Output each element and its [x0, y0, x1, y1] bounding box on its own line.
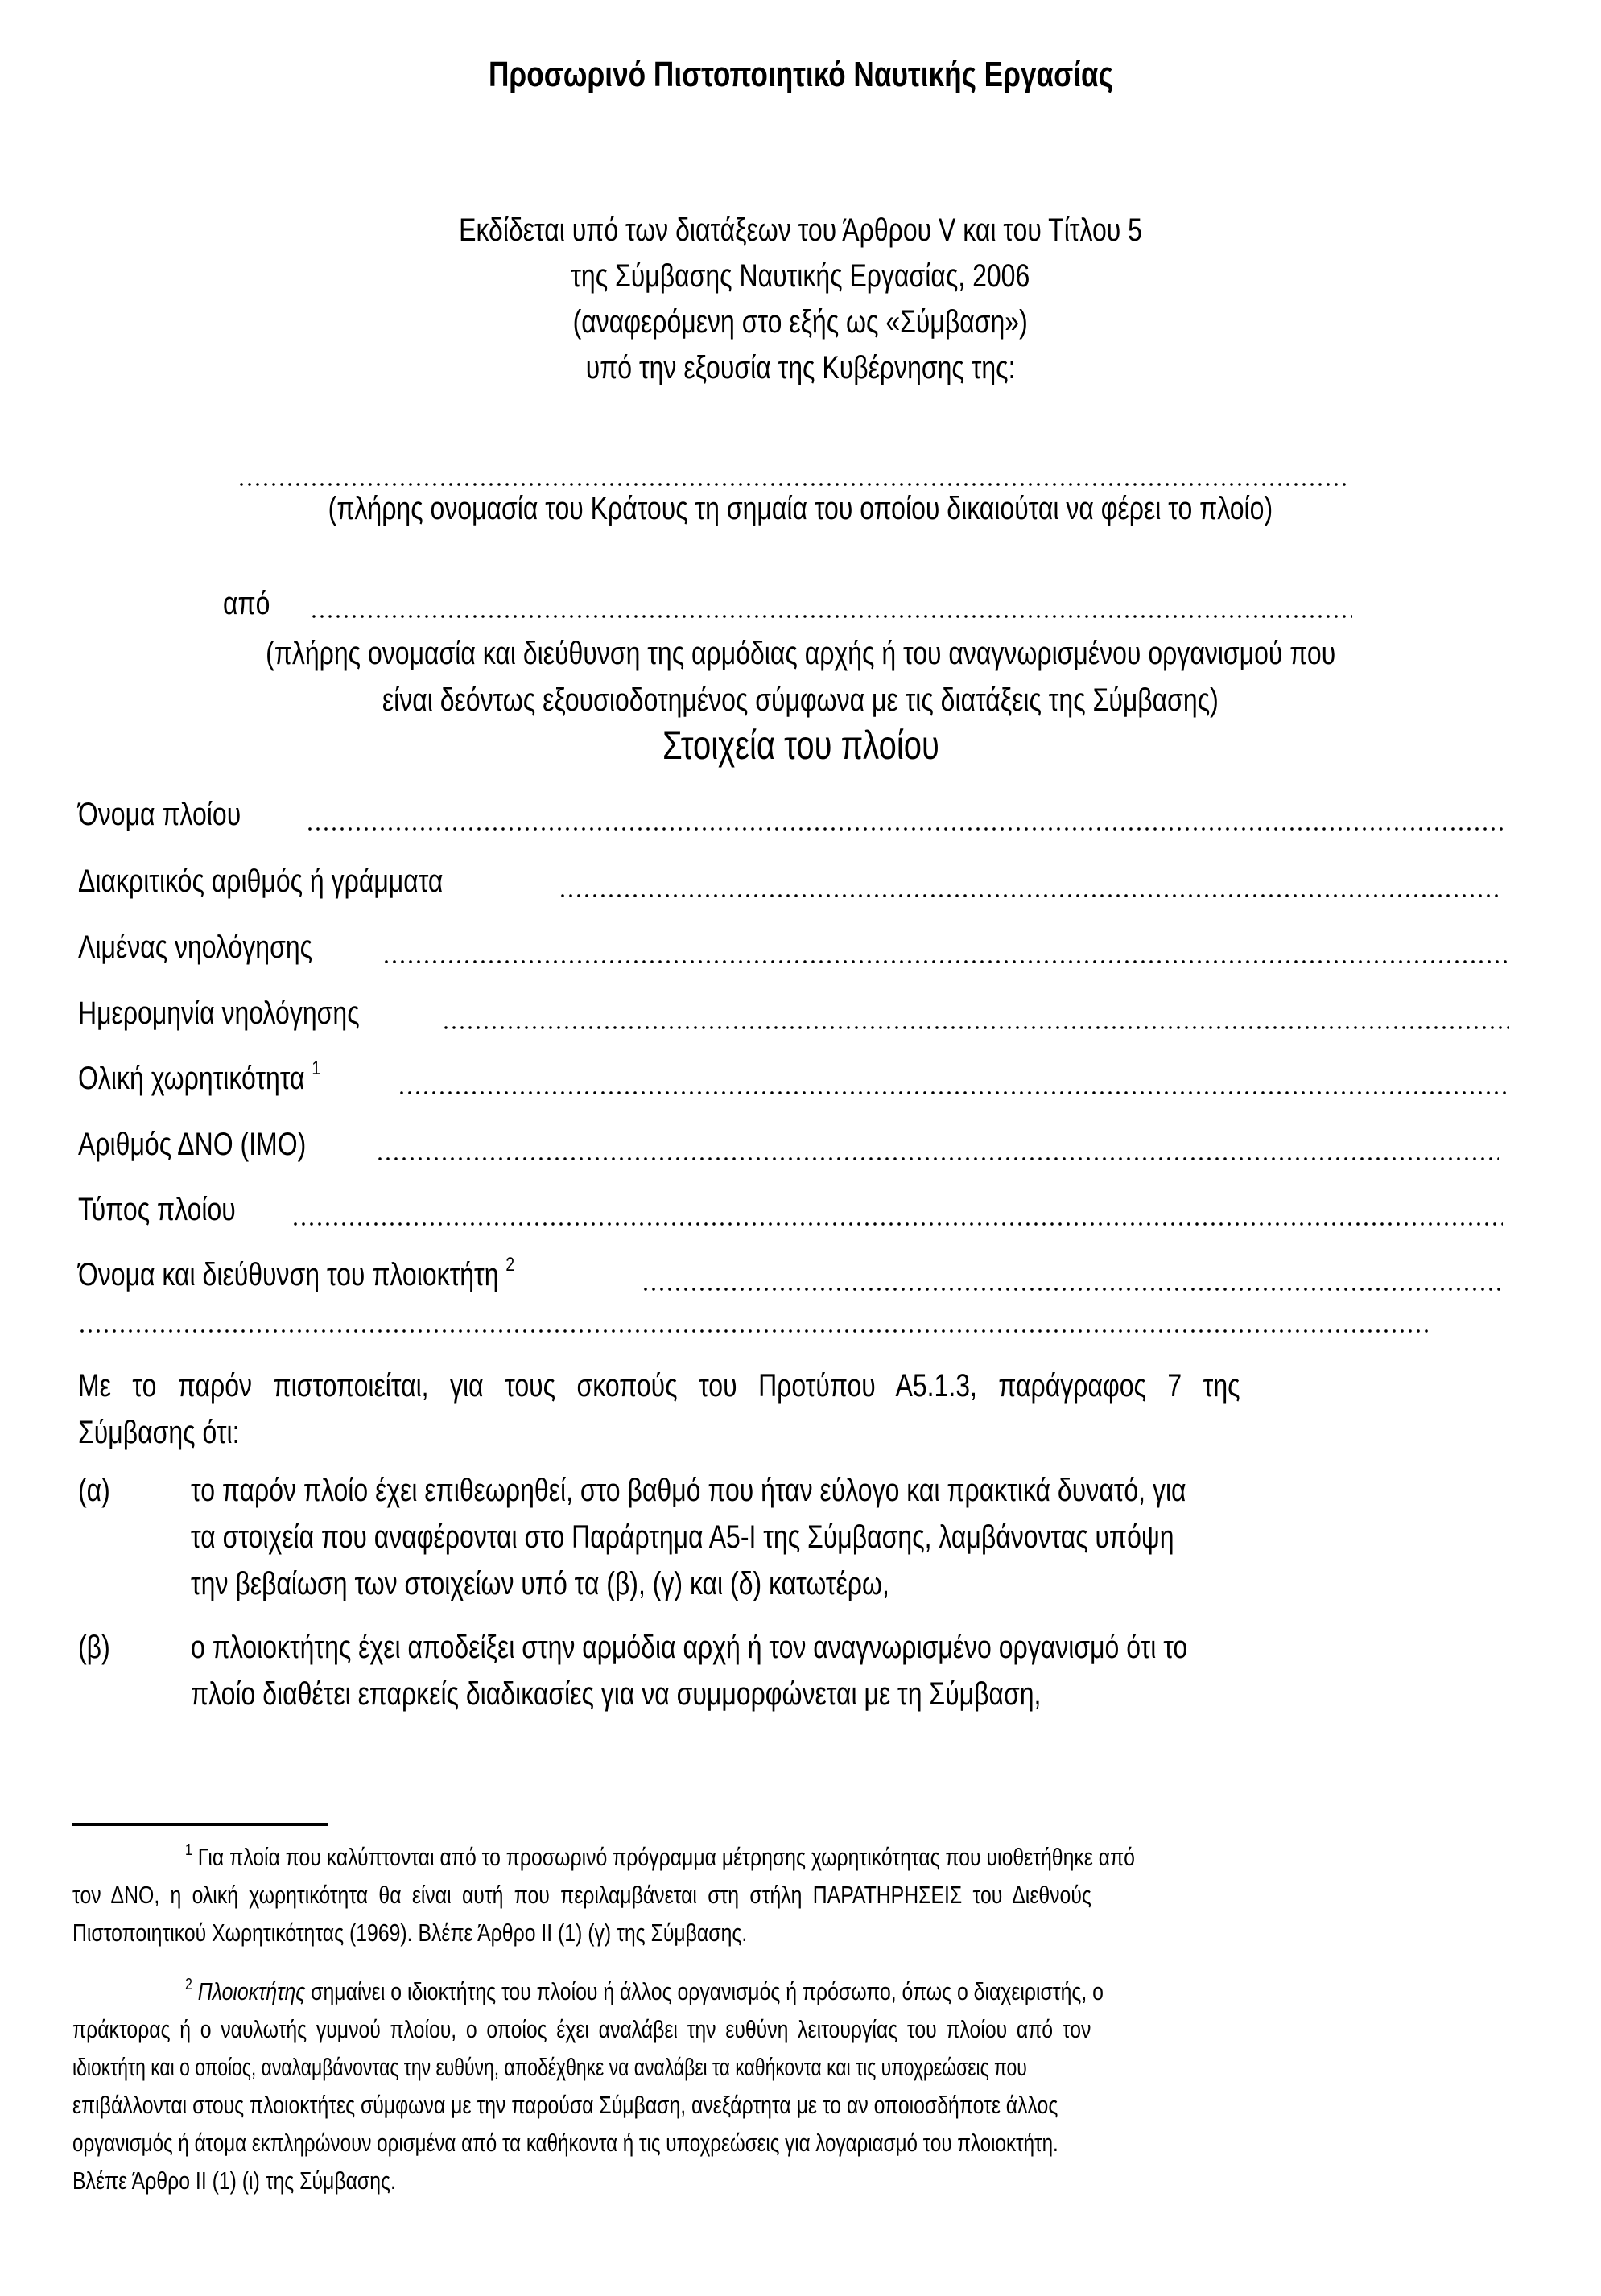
issued-under-text: Εκδίδεται υπό των διατάξεων του Άρθρου V και του Τίτλου 5	[459, 212, 1142, 248]
field-label	[78, 797, 241, 833]
item-a-line: το παρόν πλοίο έχει επιθεωρηθεί, στο βαθμό που ήταν εύλογο και πρακτικά δυνατό, για	[191, 1473, 1186, 1508]
field-imo-number	[78, 1127, 1446, 1175]
item-a-line: τα στοιχεία που αναφέρονται στο Παράρτημα Α5-Ι της Σύμβασης, λαμβάνοντας υπόψη	[191, 1519, 1174, 1555]
certification-intro-line-2	[78, 1415, 239, 1451]
ship-section-heading	[0, 722, 1601, 769]
footnote-2-line: Βλέπε Άρθρο ΙΙ (1) (ι) της Σύμβασης.	[72, 2166, 396, 2195]
footnote-term: Πλοιοκτήτης	[197, 1977, 306, 2005]
issued-under-line-3	[0, 299, 1601, 345]
footnote-1-line: Πιστοποιητικού Χωρητικότητας (1969). Βλέπε Άρθρο ΙΙ (1) (γ) της Σύμβασης.	[72, 1919, 748, 1947]
field-label	[78, 995, 360, 1032]
footnote-2	[185, 1977, 1104, 2006]
imo-number-input[interactable]	[376, 1156, 1499, 1162]
document-title-text: Προσωρινό Πιστοποιητικό Ναυτικής Εργασίας	[488, 55, 1113, 94]
field-distinctive-number	[78, 864, 1446, 912]
issued-under-line-1	[0, 208, 1601, 254]
authority-hint-text: (πλήρης ονομασία και διεύθυνση της αρμόδιας αρχής ή του αναγνωρισμένου οργανισμού που	[265, 636, 1336, 671]
footnote-2-line: ιδιοκτήτη και ο οποίος, αναλαμβάνοντας την ευθύνη, αποδέχθηκε να αναλάβει τα καθήκοντα και τις υποχρεώσεις που	[72, 2053, 1027, 2081]
item-a-line: την βεβαίωση των στοιχείων υπό τα (β), (γ) και (δ) κατωτέρω,	[191, 1566, 889, 1601]
field-label	[78, 1057, 321, 1097]
footnote-2-line: επιβάλλονται στους πλοιοκτήτες σύμφωνα με την παρούσα Σύμβαση, ανεξάρτητα με το αν οποιοσδήποτε άλλος	[72, 2091, 1058, 2119]
issued-under-line-2	[0, 254, 1601, 299]
field-date-of-registry	[78, 995, 1446, 1044]
by-label: από	[223, 586, 270, 621]
field-ship-name	[78, 797, 1446, 845]
authority-field[interactable]	[310, 613, 1352, 620]
field-shipowner	[78, 1254, 1446, 1305]
certification-intro-text: Σύμβασης ότι:	[78, 1415, 240, 1450]
footnote-text: σημαίνει ο ιδιοκτήτης του πλοίου ή άλλος οργανισμός ή πρόσωπο, όπως ο διαχειριστής, ο	[311, 1977, 1104, 2005]
footnote-1	[185, 1843, 1135, 1872]
field-ship-type	[78, 1192, 1446, 1240]
field-label-text: Τύπος πλοίου	[78, 1192, 236, 1227]
field-label-text: Ολική χωρητικότητα	[78, 1061, 305, 1096]
ship-section-heading-text: Στοιχεία του πλοίου	[662, 723, 939, 768]
field-label-text: Διακριτικός αριθμός ή γράμματα	[78, 864, 444, 899]
ship-name-input[interactable]	[306, 826, 1505, 832]
item-a-label: (α)	[78, 1473, 110, 1508]
certification-intro-text: Με το παρόν πιστοποιείται, για τους σκοπούς του Προτύπου Α5.1.3, παράγραφος 7 της	[78, 1368, 1240, 1404]
field-label-text: Αριθμός ΔΝΟ (IMO)	[78, 1127, 307, 1162]
issued-under-text: της Σύμβασης Ναυτικής Εργασίας, 2006	[571, 258, 1030, 294]
field-label-text: Λιμένας νηολόγησης	[78, 930, 313, 965]
field-label-text: Όνομα και διεύθυνση του πλοιοκτήτη	[78, 1257, 499, 1292]
issued-under-text: (αναφερόμενη στο εξής ως «Σύμβαση»)	[572, 304, 1029, 340]
flag-state-hint	[0, 491, 1601, 527]
shipowner-input[interactable]	[642, 1286, 1505, 1292]
footnote-ref[interactable]: 1	[312, 1057, 321, 1079]
field-label	[78, 1127, 306, 1163]
footnote-2-line: οργανισμός ή άτομα εκπληρώνουν ορισμένα από τα καθήκοντα ή τις υποχρεώσεις για λογαριασμό του πλοιοκτήτη.	[72, 2129, 1058, 2157]
certification-intro-line-1	[78, 1368, 1240, 1404]
footnote-text: Για πλοία που καλύπτονται από το προσωρινό πρόγραμμα μέτρησης χωρητικότητας που υιοθετήθηκε από	[197, 1843, 1135, 1871]
footnote-marker: 1	[185, 1841, 192, 1859]
field-gross-tonnage	[78, 1057, 1446, 1109]
footnote-ref[interactable]: 2	[505, 1254, 515, 1276]
issued-under-text: υπό την εξουσία της Κυβέρνησης της:	[585, 350, 1016, 385]
field-port-of-registry	[78, 930, 1446, 978]
authority-hint-text: είναι δεόντως εξουσιοδοτημένος σύμφωνα με τις διατάξεις της Σύμβασης)	[382, 682, 1219, 718]
date-of-registry-input[interactable]	[442, 1024, 1509, 1031]
field-label	[78, 1254, 515, 1293]
item-b-label: (β)	[78, 1630, 110, 1665]
field-label-text: Όνομα πλοίου	[78, 797, 241, 832]
port-of-registry-input[interactable]	[382, 958, 1509, 965]
item-b-line: ο πλοιοκτήτης έχει αποδείξει στην αρμόδια αρχή ή τον αναγνωρισμένο οργανισμό ότι το	[191, 1630, 1188, 1665]
authority-hint-line-2	[0, 682, 1601, 719]
footnote-separator	[72, 1823, 328, 1826]
field-label	[78, 864, 443, 900]
field-label	[78, 930, 312, 966]
shipowner-input-continued[interactable]	[78, 1328, 1430, 1334]
authority-hint-line-1	[0, 636, 1601, 672]
footnote-1-line: τον ΔΝΟ, η ολική χωρητικότητα θα είναι αυτή που περιλαμβάνεται στη στήλη ΠΑΡΑΤΗΡΗΣΕΙΣ του Διεθνούς	[72, 1881, 1091, 1909]
item-b-line: πλοίο διαθέτει επαρκείς διαδικασίες για να συμμορφώνεται με τη Σύμβαση,	[191, 1676, 1042, 1712]
flag-state-field[interactable]	[237, 481, 1348, 488]
gross-tonnage-input[interactable]	[398, 1090, 1509, 1096]
issued-under-line-4	[0, 345, 1601, 391]
footnote-2-line: πράκτορας ή ο ναυλωτής γυμνού πλοίου, ο οποίος έχει αναλάβει την ευθύνη λειτουργίας του πλοίου από τον	[72, 2015, 1091, 2043]
field-label	[78, 1192, 236, 1228]
field-label-text: Ημερομηνία νηολόγησης	[78, 995, 360, 1031]
ship-type-input[interactable]	[291, 1221, 1503, 1227]
distinctive-number-input[interactable]	[559, 892, 1500, 899]
flag-state-hint-text: (πλήρης ονομασία του Κράτους τη σημαία του οποίου δικαιούται να φέρει το πλοίο)	[328, 491, 1273, 526]
footnote-marker: 2	[185, 1976, 192, 1993]
document-title	[0, 55, 1601, 95]
